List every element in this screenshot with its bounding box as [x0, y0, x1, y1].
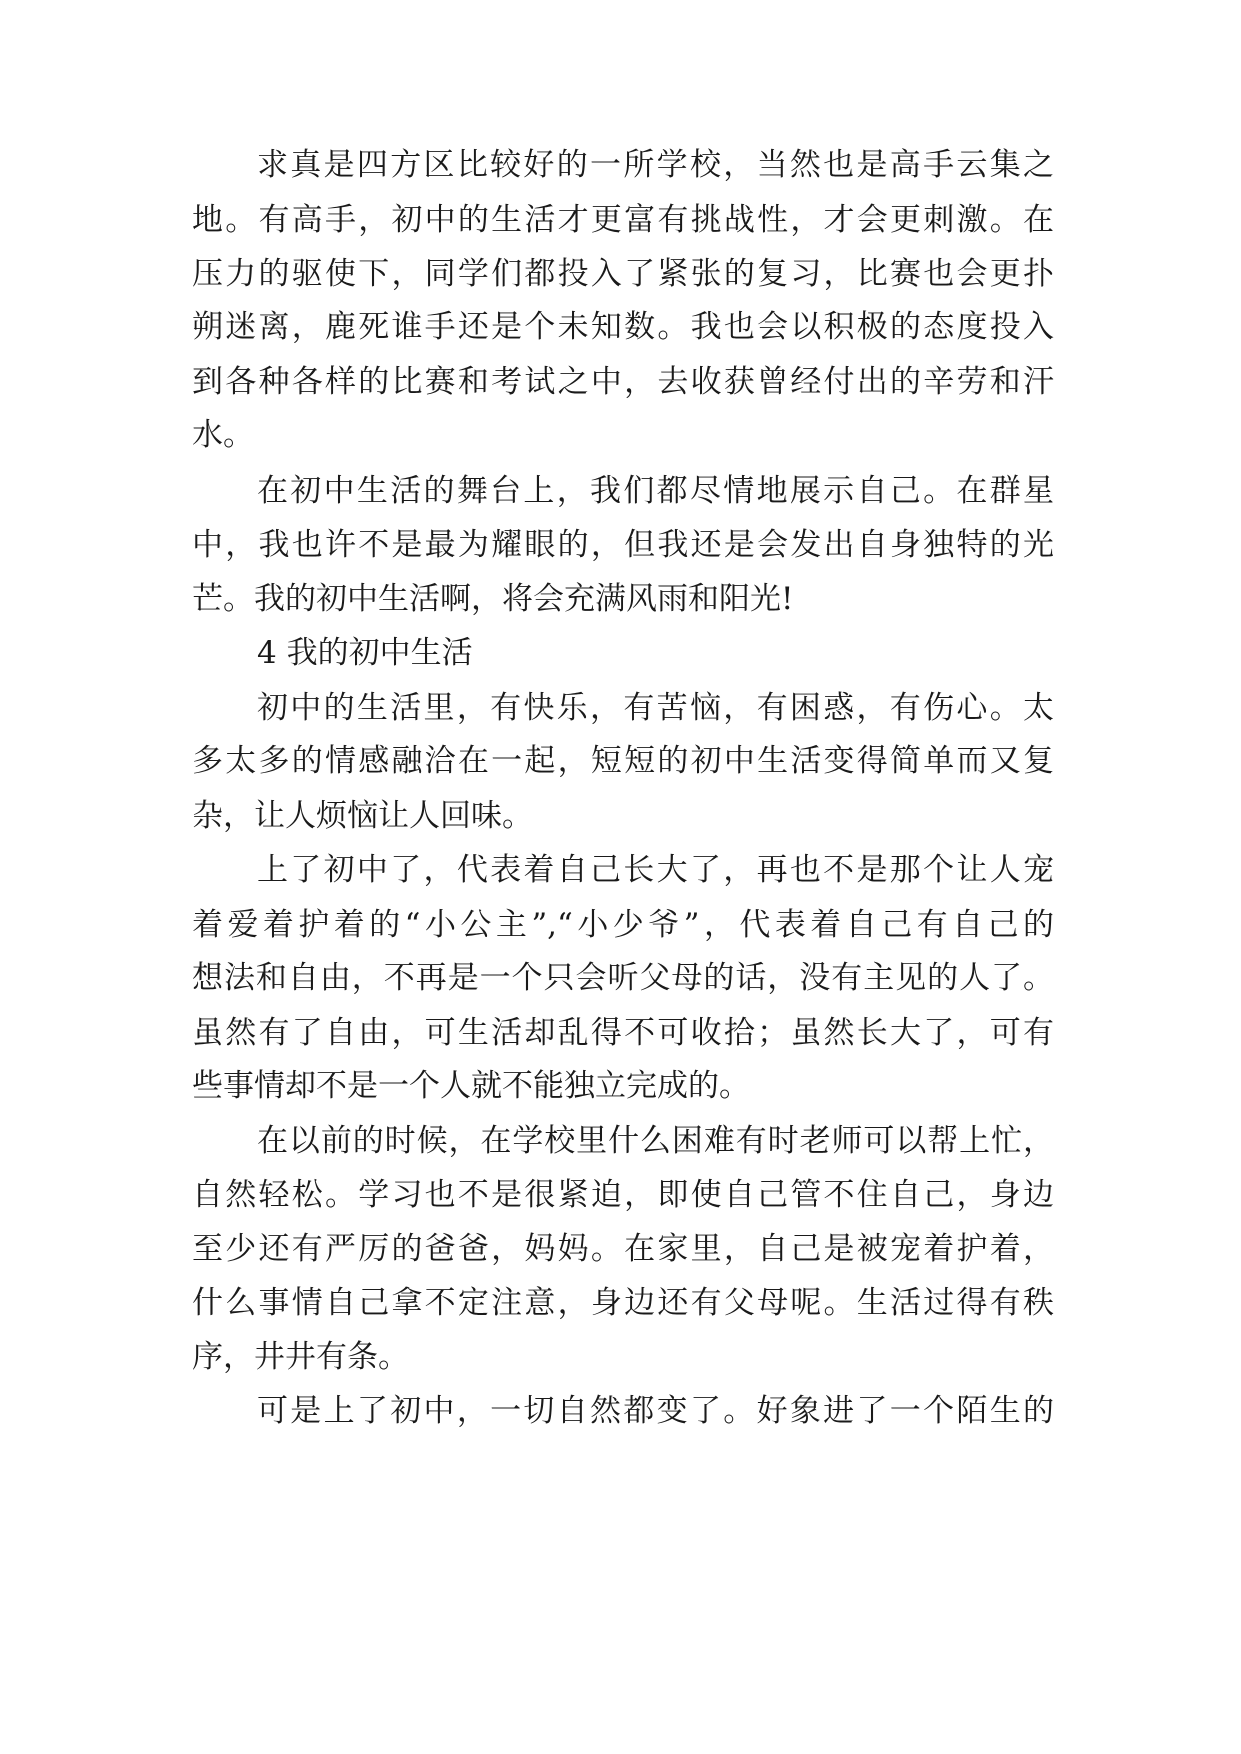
text-line-24: 可是上了初中，一切自然都变了。好象进了一个陌生的 — [257, 1393, 1054, 1429]
text-line-13: 杂，让人烦恼让人回味。 — [192, 798, 533, 834]
text-line-19: 在以前的时候，在学校里什么困难有时老师可以帮上忙， — [257, 1123, 1054, 1159]
text-line-16: 想法和自由，不再是一个只会听父母的话，没有主见的人了。 — [192, 960, 1054, 996]
text-line-1: 求真是四方区比较好的一所学校，当然也是高手云集之 — [257, 147, 1054, 183]
text-line-7: 在初中生活的舞台上，我们都尽情地展示自己。在群星 — [257, 473, 1054, 509]
text-line-2: 地。有高手，初中的生活才更富有挑战性，才会更刺激。在 — [192, 202, 1054, 238]
text-line-23: 序，井井有条。 — [192, 1339, 409, 1375]
text-line-14: 上了初中了，代表着自己长大了，再也不是那个让人宠 — [257, 852, 1054, 888]
text-line-18: 些事情却不是一个人就不能独立完成的。 — [192, 1068, 750, 1104]
text-line-21: 至少还有严厉的爸爸，妈妈。在家里，自己是被宠着护着， — [192, 1231, 1054, 1267]
text-line-15: 着爱着护着的“小公主”,“小少爷”，代表着自己有自己的 — [192, 907, 1054, 943]
text-line-17: 虽然有了自由，可生活却乱得不可收拾；虽然长大了，可有 — [192, 1015, 1054, 1051]
text-line-8: 中，我也许不是最为耀眼的，但我还是会发出自身独特的光 — [192, 527, 1054, 563]
text-line-6: 水。 — [192, 417, 254, 453]
text-line-12: 多太多的情感融洽在一起，短短的初中生活变得简单而又复 — [192, 743, 1054, 779]
text-line-9: 芒。我的初中生活啊，将会充满风雨和阳光! — [192, 581, 794, 617]
text-line-5: 到各种各样的比赛和考试之中，去收获曾经付出的辛劳和汗 — [192, 364, 1054, 400]
section-heading: 4 我的初中生活 — [257, 635, 473, 671]
text-line-4: 朔迷离，鹿死谁手还是个未知数。我也会以积极的态度投入 — [192, 309, 1054, 345]
text-line-3: 压力的驱使下，同学们都投入了紧张的复习，比赛也会更扑 — [192, 256, 1054, 292]
text-line-20: 自然轻松。学习也不是很紧迫，即使自己管不住自己，身边 — [192, 1177, 1054, 1213]
text-line-11: 初中的生活里，有快乐，有苦恼，有困惑，有伤心。太 — [257, 690, 1054, 726]
text-line-22: 什么事情自己拿不定注意，身边还有父母呢。生活过得有秩 — [192, 1285, 1054, 1321]
